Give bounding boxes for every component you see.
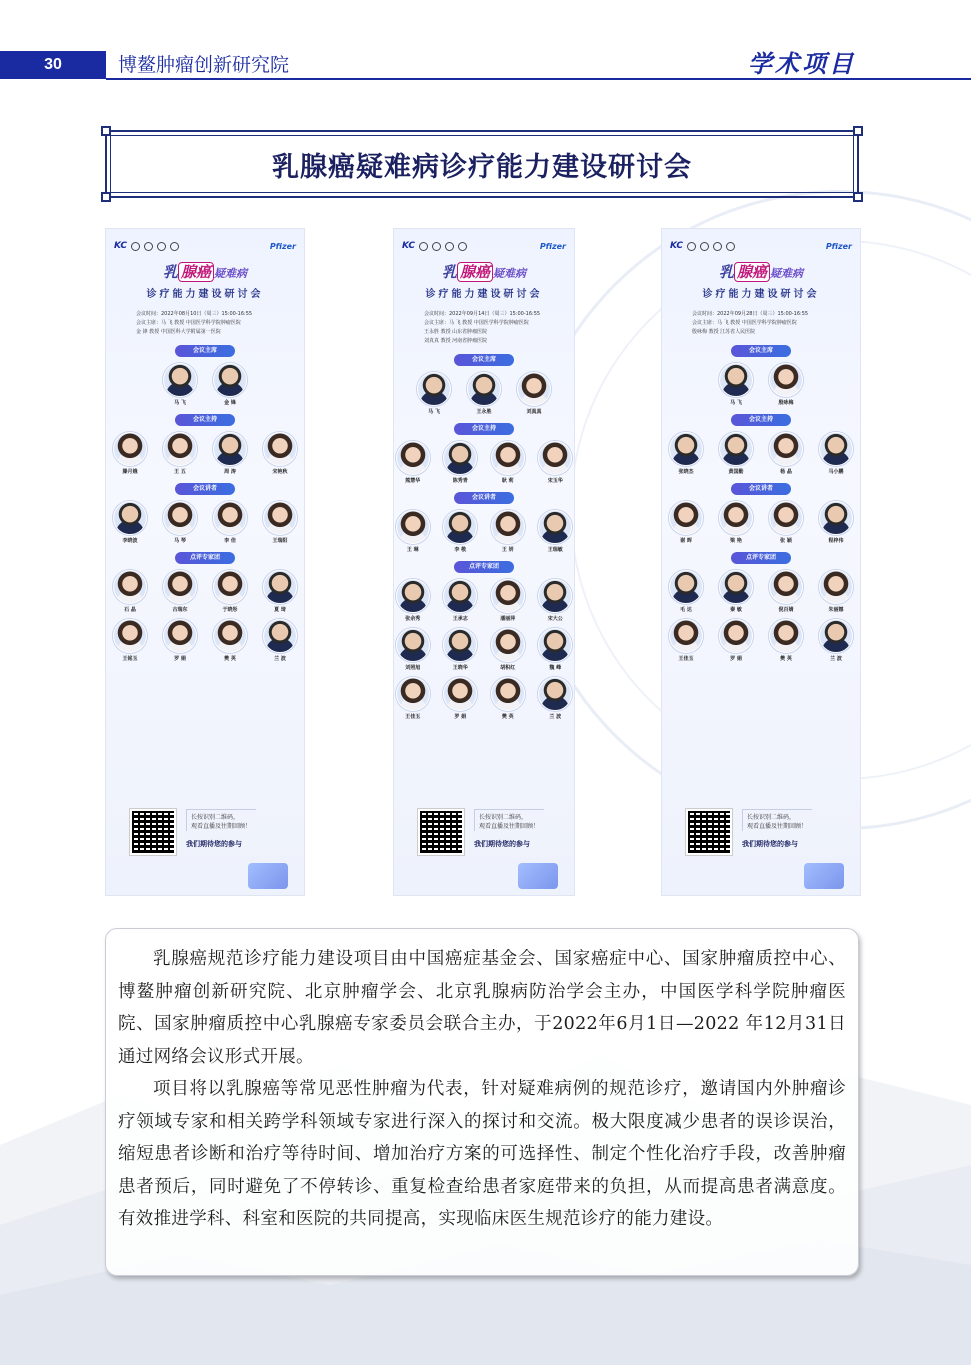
speaker-avatar bbox=[769, 432, 803, 466]
speaker-card bbox=[537, 510, 575, 553]
speaker-avatar bbox=[213, 363, 247, 397]
poster-qr-area bbox=[418, 809, 544, 855]
speaker-card bbox=[537, 579, 575, 622]
speaker-name: 王佳玉 bbox=[405, 714, 421, 720]
speaker-card bbox=[537, 628, 575, 671]
speaker-card bbox=[464, 372, 504, 415]
speaker-name: 耿 莉 bbox=[501, 478, 514, 484]
qr-instructions bbox=[742, 809, 812, 831]
speaker-name: 罗 娟 bbox=[454, 714, 467, 720]
speaker-name: 王 五 bbox=[174, 469, 186, 475]
speaker-name: 罗 娟 bbox=[174, 656, 186, 662]
speaker-avatar bbox=[719, 619, 753, 653]
speaker-avatar bbox=[163, 432, 197, 466]
poster-people-row bbox=[106, 432, 304, 475]
poster-logos bbox=[106, 229, 304, 253]
speaker-avatar bbox=[719, 570, 753, 604]
speaker-card bbox=[442, 579, 480, 622]
speaker-name: 杨 晶 bbox=[780, 469, 792, 475]
speaker-name: 王铭玉 bbox=[122, 656, 138, 662]
poster-info-line: 会议主席：马 飞 教授 中国医学科学院肿瘤医院 bbox=[692, 320, 797, 326]
speaker-avatar bbox=[396, 510, 430, 544]
speaker-avatar bbox=[443, 579, 477, 613]
speaker-avatar bbox=[396, 628, 430, 662]
qr-instruction-line: 长按识别二维码， bbox=[191, 814, 240, 821]
poster-info bbox=[394, 310, 574, 346]
speaker-avatar bbox=[491, 677, 525, 711]
header-organization: 博鳌肿瘤创新研究院 bbox=[118, 54, 290, 76]
poster-logos bbox=[394, 229, 574, 253]
speaker-name: 王承志 bbox=[452, 616, 468, 622]
pfizer-logo-icon: Pfizer bbox=[825, 241, 852, 251]
pfizer-logo-icon: Pfizer bbox=[539, 241, 566, 251]
speaker-name: 宋大公 bbox=[547, 616, 563, 622]
speaker-card bbox=[260, 570, 300, 613]
qr-instructions bbox=[474, 809, 544, 831]
qr-instruction-line: 观看直播及往期回顾！ bbox=[479, 823, 540, 830]
poster-section-label: 会议讲者 bbox=[175, 483, 235, 495]
speaker-card bbox=[210, 501, 250, 544]
poster-decoration-icon bbox=[518, 863, 558, 889]
speaker-name: 于晓彤 bbox=[222, 607, 238, 613]
speaker-card bbox=[716, 619, 756, 662]
speaker-card bbox=[110, 501, 150, 544]
poster-section-label: 会议主席 bbox=[175, 345, 235, 357]
speaker-name: 王永胜 bbox=[476, 409, 492, 415]
qr-text-block bbox=[742, 809, 812, 849]
poster-info-line: 会议主席：马 飞 教授 中国医学科学院肿瘤医院 bbox=[424, 320, 529, 326]
poster-subtitle: 诊疗能力建设研讨会 bbox=[425, 289, 543, 300]
speaker-name: 程梓伟 bbox=[828, 538, 844, 544]
title-frame bbox=[105, 130, 859, 198]
poster-people-row bbox=[394, 441, 574, 484]
speaker-avatar bbox=[491, 510, 525, 544]
poster-title-part: 乳 bbox=[441, 263, 457, 281]
speaker-name: 谢 晖 bbox=[680, 538, 692, 544]
poster-title bbox=[662, 261, 860, 282]
poster-people-row bbox=[106, 570, 304, 613]
speaker-card bbox=[210, 363, 250, 406]
poster-event-3 bbox=[661, 228, 861, 896]
poster-title-suffix: 疑难病 bbox=[214, 267, 248, 280]
speaker-avatar bbox=[669, 432, 703, 466]
speaker-name: 樊 英 bbox=[501, 714, 514, 720]
speaker-card bbox=[160, 501, 200, 544]
poster-title-suffix: 疑难病 bbox=[770, 267, 804, 280]
speaker-card bbox=[160, 432, 200, 475]
sponsor-seal-icon bbox=[432, 242, 441, 251]
poster-title bbox=[106, 261, 304, 282]
speaker-avatar bbox=[491, 628, 525, 662]
speaker-avatar bbox=[819, 432, 853, 466]
speaker-card bbox=[489, 579, 527, 622]
speaker-avatar bbox=[443, 677, 477, 711]
speaker-name: 魏 峰 bbox=[549, 665, 562, 671]
speaker-name: 胡积红 bbox=[500, 665, 516, 671]
speaker-avatar bbox=[263, 570, 297, 604]
speaker-avatar bbox=[263, 432, 297, 466]
speaker-name: 兰 波 bbox=[830, 656, 842, 662]
speaker-name: 马 飞 bbox=[428, 409, 440, 415]
speaker-card bbox=[816, 570, 856, 613]
qr-instruction-line: 观看直播及往期回顾！ bbox=[191, 823, 252, 830]
poster-section-label: 点评专家团 bbox=[731, 552, 791, 564]
speaker-card bbox=[537, 677, 575, 720]
poster-qr-area bbox=[686, 809, 812, 855]
qr-instructions bbox=[186, 809, 256, 831]
speaker-name: 张晓杰 bbox=[678, 469, 694, 475]
poster-title-suffix: 疑难病 bbox=[493, 267, 527, 280]
speaker-card bbox=[766, 619, 806, 662]
poster-section-label: 点评专家团 bbox=[454, 561, 514, 573]
speaker-avatar bbox=[396, 579, 430, 613]
poster-info-line: 会议主席：马 飞 教授 中国医学科学院肿瘤医院 bbox=[136, 320, 241, 326]
speaker-name: 兰 波 bbox=[274, 656, 286, 662]
speaker-card bbox=[816, 432, 856, 475]
speaker-avatar bbox=[538, 579, 572, 613]
speaker-avatar bbox=[213, 501, 247, 535]
speaker-avatar bbox=[213, 432, 247, 466]
poster-section-label: 会议主持 bbox=[731, 414, 791, 426]
speaker-card bbox=[210, 432, 250, 475]
speaker-avatar bbox=[538, 677, 572, 711]
qr-code-icon bbox=[686, 809, 732, 855]
poster-info bbox=[106, 310, 304, 337]
speaker-name: 李 佳 bbox=[224, 538, 236, 544]
speaker-name: 刘照旭 bbox=[405, 665, 421, 671]
speaker-avatar bbox=[769, 363, 803, 397]
speaker-card bbox=[442, 441, 480, 484]
poster-section-label: 会议讲者 bbox=[731, 483, 791, 495]
poster-info-line: 会议时间：2022年08月10日（周三）15:00-16:55 bbox=[136, 311, 253, 317]
qr-instruction-line: 长按识别二维码， bbox=[747, 814, 796, 821]
speaker-avatar bbox=[263, 501, 297, 535]
speaker-card bbox=[442, 510, 480, 553]
poster-title-highlight: 腺癌 bbox=[457, 262, 493, 282]
speaker-avatar bbox=[719, 432, 753, 466]
poster-people-row bbox=[394, 628, 574, 671]
frame-corner bbox=[101, 126, 111, 136]
speaker-name: 王瑞阳 bbox=[272, 538, 288, 544]
speaker-card bbox=[210, 570, 250, 613]
speaker-avatar bbox=[163, 570, 197, 604]
speaker-name: 宋玉华 bbox=[547, 478, 563, 484]
sponsor-seal-icon bbox=[157, 242, 166, 251]
speaker-card bbox=[489, 677, 527, 720]
speaker-name: 潘丽萍 bbox=[500, 616, 516, 622]
speaker-name: 王瑞敏 bbox=[547, 547, 563, 553]
speaker-card bbox=[816, 619, 856, 662]
description-box bbox=[105, 928, 859, 1276]
speaker-name: 马 琴 bbox=[174, 538, 186, 544]
speaker-card bbox=[766, 570, 806, 613]
kc-logo-icon: KC bbox=[114, 241, 128, 251]
speaker-card bbox=[514, 372, 554, 415]
speaker-name: 马 飞 bbox=[174, 400, 186, 406]
speaker-avatar bbox=[669, 619, 703, 653]
speaker-card bbox=[110, 619, 150, 662]
poster-info-line: 会议时间：2022年09月28日（周三）15:00-16:55 bbox=[692, 311, 809, 317]
poster-people-row bbox=[394, 372, 574, 415]
speaker-avatar bbox=[719, 501, 753, 535]
frame-corner bbox=[853, 192, 863, 202]
speaker-avatar bbox=[819, 619, 853, 653]
poster-people-row bbox=[106, 363, 304, 406]
poster-info bbox=[662, 310, 860, 337]
speaker-avatar bbox=[538, 510, 572, 544]
speaker-name: 宋艳秋 bbox=[272, 469, 288, 475]
qr-call-to-action: 我们期待您的参与 bbox=[742, 840, 798, 848]
speaker-card bbox=[160, 570, 200, 613]
speaker-card bbox=[716, 501, 756, 544]
speaker-avatar bbox=[213, 619, 247, 653]
speaker-card bbox=[160, 619, 200, 662]
poster-title bbox=[394, 261, 574, 282]
speaker-avatar bbox=[769, 570, 803, 604]
poster-people-row bbox=[394, 579, 574, 622]
qr-text-block bbox=[474, 809, 544, 849]
speaker-avatar bbox=[213, 570, 247, 604]
speaker-card bbox=[394, 441, 432, 484]
frame-corner bbox=[101, 192, 111, 202]
poster-people-row bbox=[662, 363, 860, 406]
speaker-name: 毛 达 bbox=[680, 607, 692, 613]
poster-people-row bbox=[662, 501, 860, 544]
poster-title-highlight: 腺癌 bbox=[734, 262, 770, 282]
poster-info-line: 刘真真 教授 河南省肿瘤医院 bbox=[424, 338, 488, 344]
qr-text-block bbox=[186, 809, 256, 849]
speaker-name: 张余秀 bbox=[405, 616, 421, 622]
poster-people-row bbox=[394, 677, 574, 720]
speaker-name: 陈秀青 bbox=[452, 478, 468, 484]
speaker-name: 王 琳 bbox=[406, 547, 419, 553]
speaker-avatar bbox=[396, 441, 430, 475]
speaker-name: 张 颖 bbox=[780, 538, 792, 544]
speaker-avatar bbox=[669, 570, 703, 604]
poster-subtitle: 诊疗能力建设研讨会 bbox=[146, 289, 264, 300]
speaker-card bbox=[716, 363, 756, 406]
speaker-avatar bbox=[163, 363, 197, 397]
speaker-avatar bbox=[769, 619, 803, 653]
speaker-card bbox=[666, 501, 706, 544]
speaker-card bbox=[666, 570, 706, 613]
speaker-name: 李晓波 bbox=[122, 538, 138, 544]
poster-section-label: 会议主席 bbox=[731, 345, 791, 357]
speaker-avatar bbox=[719, 363, 753, 397]
speaker-name: 梁 艳 bbox=[730, 538, 742, 544]
speaker-avatar bbox=[443, 628, 477, 662]
speaker-name: 朱丽娜 bbox=[828, 607, 844, 613]
poster-event-2 bbox=[393, 228, 575, 896]
speaker-name: 王晓华 bbox=[452, 665, 468, 671]
sponsor-seal-icon bbox=[700, 242, 709, 251]
sponsor-logos bbox=[114, 241, 179, 251]
sponsor-seal-icon bbox=[458, 242, 467, 251]
poster-section-label: 点评专家团 bbox=[175, 552, 235, 564]
poster-people-row bbox=[662, 432, 860, 475]
speaker-name: 滕月娥 bbox=[122, 469, 138, 475]
page-title: 乳腺癌疑难病诊疗能力建设研讨会 bbox=[272, 151, 692, 183]
poster-title-highlight: 腺癌 bbox=[178, 262, 214, 282]
speaker-avatar bbox=[396, 677, 430, 711]
poster-info-line: 王永胜 教授 山东省肿瘤医院 bbox=[424, 329, 488, 335]
speaker-avatar bbox=[163, 619, 197, 653]
speaker-card bbox=[489, 628, 527, 671]
speaker-card bbox=[666, 619, 706, 662]
qr-code-icon bbox=[130, 809, 176, 855]
speaker-avatar bbox=[263, 619, 297, 653]
sponsor-seal-icon bbox=[419, 242, 428, 251]
speaker-avatar bbox=[491, 579, 525, 613]
sponsor-logos bbox=[670, 241, 735, 251]
poster-info-line: 殷咏梅 教授 江苏省人民医院 bbox=[692, 329, 756, 335]
speaker-card bbox=[489, 510, 527, 553]
sponsor-seal-icon bbox=[726, 242, 735, 251]
speaker-name: 樊 英 bbox=[224, 656, 236, 662]
speaker-name: 罗 娟 bbox=[730, 656, 742, 662]
speaker-avatar bbox=[113, 501, 147, 535]
paragraph-2: 项目将以乳腺癌等常见恶性肿瘤为代表，针对疑难病例的规范诊疗，邀请国内外肿瘤诊疗领域专家和相关跨学科领域专家进行深入的探讨和交流。极大限度减少患者的误诊误治，缩短患者诊断和治疗等待时间、增加治疗方案的可选择性、制定个性化治疗手段，改善肿瘤患者预后，同时避免了不停转诊、重复检查给患者家庭带来的负担，从而提高患者满意度。有效推进学科、科室和医院的共同提高，实现临床医生规范诊疗的能力建设。 bbox=[118, 1079, 846, 1229]
speaker-card bbox=[394, 677, 432, 720]
speaker-name: 石 晶 bbox=[124, 607, 136, 613]
speaker-name: 李 敬 bbox=[454, 547, 467, 553]
poster-subtitle: 诊疗能力建设研讨会 bbox=[702, 289, 820, 300]
speaker-card bbox=[489, 441, 527, 484]
poster-title-part: 乳 bbox=[162, 263, 178, 281]
speaker-card bbox=[394, 510, 432, 553]
speaker-name: 王 妍 bbox=[501, 547, 514, 553]
speaker-name: 夏 琦 bbox=[274, 607, 286, 613]
poster-section-label: 会议主持 bbox=[175, 414, 235, 426]
speaker-card bbox=[414, 372, 454, 415]
poster-people-row bbox=[662, 619, 860, 662]
speaker-card bbox=[537, 441, 575, 484]
sponsor-seal-icon bbox=[144, 242, 153, 251]
speaker-avatar bbox=[538, 441, 572, 475]
poster-info-line: 会议时间：2022年09月14日（周三）15:00-16:55 bbox=[424, 311, 541, 317]
speaker-avatar bbox=[769, 501, 803, 535]
speaker-card bbox=[442, 677, 480, 720]
speaker-avatar bbox=[417, 372, 451, 406]
speaker-name: 樊 英 bbox=[780, 656, 792, 662]
speaker-name: 黄国勤 bbox=[728, 469, 744, 475]
pfizer-logo-icon: Pfizer bbox=[269, 241, 296, 251]
sponsor-seal-icon bbox=[687, 242, 696, 251]
speaker-name: 马 飞 bbox=[730, 400, 742, 406]
speaker-name: 秦 敏 bbox=[730, 607, 742, 613]
sponsor-seal-icon bbox=[131, 242, 140, 251]
speaker-name: 古瑞东 bbox=[172, 607, 188, 613]
speaker-card bbox=[394, 579, 432, 622]
speaker-card bbox=[210, 619, 250, 662]
poster-section-label: 会议主持 bbox=[454, 423, 514, 435]
speaker-name: 兰 波 bbox=[549, 714, 562, 720]
poster-decoration-icon bbox=[804, 863, 844, 889]
speaker-avatar bbox=[467, 372, 501, 406]
speaker-avatar bbox=[113, 619, 147, 653]
poster-section-label: 会议讲者 bbox=[454, 492, 514, 504]
kc-logo-icon: KC bbox=[402, 241, 416, 251]
speaker-avatar bbox=[517, 372, 551, 406]
speaker-card bbox=[110, 432, 150, 475]
speaker-card bbox=[394, 628, 432, 671]
poster-people-row bbox=[394, 510, 574, 553]
speaker-avatar bbox=[443, 441, 477, 475]
poster-event-1 bbox=[105, 228, 305, 896]
speaker-name: 周 涛 bbox=[224, 469, 236, 475]
speaker-card bbox=[260, 501, 300, 544]
speaker-name: 刘真真 bbox=[526, 409, 542, 415]
speaker-avatar bbox=[113, 570, 147, 604]
poster-people-row bbox=[106, 501, 304, 544]
speaker-avatar bbox=[113, 432, 147, 466]
poster-qr-area bbox=[130, 809, 256, 855]
header-section-title: 学术项目 bbox=[748, 49, 856, 78]
speaker-name: 殷咏梅 bbox=[778, 400, 794, 406]
sponsor-seal-icon bbox=[170, 242, 179, 251]
speaker-avatar bbox=[819, 570, 853, 604]
poster-title-part: 乳 bbox=[718, 263, 734, 281]
speaker-avatar bbox=[163, 501, 197, 535]
speaker-name: 马小鹏 bbox=[828, 469, 844, 475]
speaker-avatar bbox=[538, 628, 572, 662]
speaker-avatar bbox=[443, 510, 477, 544]
qr-call-to-action: 我们期待您的参与 bbox=[474, 840, 530, 848]
qr-instruction-line: 长按识别二维码， bbox=[479, 814, 528, 821]
page-number: 30 bbox=[0, 51, 106, 79]
poster-info-line: 金 锋 教授 中国医科大学附属第一医院 bbox=[136, 329, 221, 335]
speaker-card bbox=[110, 570, 150, 613]
speaker-card bbox=[766, 363, 806, 406]
speaker-card bbox=[766, 501, 806, 544]
poster-people-row bbox=[106, 619, 304, 662]
qr-call-to-action: 我们期待您的参与 bbox=[186, 840, 242, 848]
speaker-card bbox=[666, 432, 706, 475]
speaker-card bbox=[766, 432, 806, 475]
speaker-name: 倪百婧 bbox=[778, 607, 794, 613]
speaker-card bbox=[160, 363, 200, 406]
speaker-card bbox=[442, 628, 480, 671]
speaker-avatar bbox=[819, 501, 853, 535]
sponsor-seal-icon bbox=[445, 242, 454, 251]
kc-logo-icon: KC bbox=[670, 241, 684, 251]
speaker-card bbox=[816, 501, 856, 544]
poster-logos bbox=[662, 229, 860, 253]
speaker-card bbox=[260, 619, 300, 662]
speaker-name: 王佳玉 bbox=[678, 656, 694, 662]
speaker-avatar bbox=[491, 441, 525, 475]
speaker-card bbox=[260, 432, 300, 475]
paragraph-1: 乳腺癌规范诊疗能力建设项目由中国癌症基金会、国家癌症中心、国家肿瘤质控中心、博鳌肿瘤创新研究院、北京肿瘤学会、北京乳腺病防治学会主办，中国医学科学院肿瘤医院、国家肿瘤质控中心乳腺癌专家委员会联合主办，于2022年6月1日—2022 年12月31日通过网络会议形式开展。 bbox=[118, 949, 846, 1067]
frame-corner bbox=[853, 126, 863, 136]
poster-people-row bbox=[662, 570, 860, 613]
speaker-avatar bbox=[669, 501, 703, 535]
poster-section-label: 会议主席 bbox=[454, 354, 514, 366]
qr-instruction-line: 观看直播及往期回顾！ bbox=[747, 823, 808, 830]
speaker-card bbox=[716, 570, 756, 613]
speaker-name: 熊慧华 bbox=[405, 478, 421, 484]
sponsor-seal-icon bbox=[713, 242, 722, 251]
sponsor-logos bbox=[402, 241, 467, 251]
speaker-card bbox=[716, 432, 756, 475]
poster-decoration-icon bbox=[248, 863, 288, 889]
qr-code-icon bbox=[418, 809, 464, 855]
speaker-name: 金 锋 bbox=[224, 400, 236, 406]
